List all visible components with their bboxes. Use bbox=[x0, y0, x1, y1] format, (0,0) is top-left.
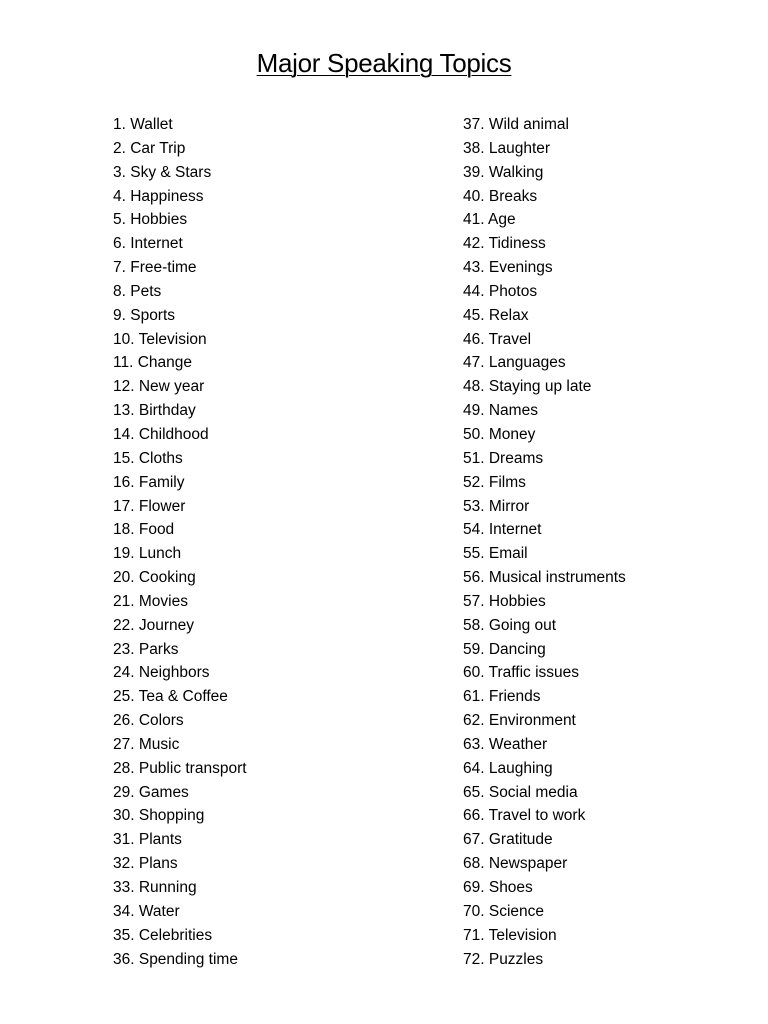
topic-item: 10. Television bbox=[113, 330, 207, 348]
topic-item: 5. Hobbies bbox=[113, 211, 188, 229]
topic-item: 7. Free-time bbox=[113, 259, 197, 277]
topic-item: 33. Running bbox=[113, 879, 197, 896]
topic-item: 8. Pets bbox=[113, 282, 162, 300]
topic-item: 15. Cloths bbox=[113, 449, 183, 467]
topic-item: 70. Science bbox=[463, 902, 544, 920]
topic-item: 64. Laughing bbox=[463, 759, 553, 777]
topic-item: 43. Evenings bbox=[463, 259, 553, 277]
topic-item: 47. Languages bbox=[463, 354, 566, 372]
topic-item: 66. Travel to work bbox=[463, 807, 586, 825]
topic-item: 38. Laughter bbox=[463, 139, 551, 157]
topic-item: 17. Flower bbox=[113, 497, 186, 515]
topic-item: 13. Birthday bbox=[113, 402, 196, 420]
topic-item: 20. Cooking bbox=[113, 569, 196, 587]
topic-item: 65. Social media bbox=[463, 783, 578, 801]
topic-item: 44. Photos bbox=[463, 282, 538, 300]
topic-item: 57. Hobbies bbox=[463, 592, 546, 610]
topic-item: 2. Car Trip bbox=[113, 139, 186, 157]
topic-item: 49. Names bbox=[463, 402, 538, 420]
topic-item: 24. Neighbors bbox=[113, 664, 210, 682]
topic-item: 54. Internet bbox=[463, 521, 542, 539]
topic-item: 12. New year bbox=[113, 378, 205, 396]
topic-item: 39. Walking bbox=[463, 163, 544, 181]
topic-item: 30. Shopping bbox=[113, 807, 205, 825]
topic-item: 61. Friends bbox=[463, 688, 541, 706]
topic-item: 71. Television bbox=[463, 926, 557, 944]
topic-item: 53. Mirror bbox=[463, 497, 530, 515]
topic-item: 72. Puzzles bbox=[463, 950, 544, 968]
topic-item: 25. Tea & Coffee bbox=[113, 688, 228, 706]
topic-item: 6. Internet bbox=[113, 235, 183, 253]
topic-item: 28. Public transport bbox=[113, 759, 247, 777]
topic-item: 55. Email bbox=[463, 545, 528, 563]
topic-item: 3. Sky & Stars bbox=[113, 163, 212, 181]
topic-item: 18. Food bbox=[113, 521, 175, 539]
topic-item: 21. Movies bbox=[113, 592, 188, 610]
topic-item: 50. Money bbox=[463, 425, 536, 443]
topic-item: 68. Newspaper bbox=[463, 855, 568, 873]
topic-item: 9. Sports bbox=[113, 306, 176, 324]
topic-item: 48. Staying up late bbox=[463, 378, 592, 396]
topic-item: 26. Colors bbox=[113, 712, 184, 730]
topic-item: 19. Lunch bbox=[113, 545, 182, 563]
topic-item: 46. Travel bbox=[463, 330, 532, 348]
topic-item: 36. Spending time bbox=[113, 950, 238, 968]
topic-item: 58. Going out bbox=[463, 616, 557, 634]
topic-item: 40. Breaks bbox=[463, 187, 538, 205]
topic-item: 41. Age bbox=[463, 211, 516, 229]
topic-item: 59. Dancing bbox=[463, 640, 546, 658]
topic-item: 67. Gratitude bbox=[463, 831, 553, 849]
topic-item: 69. Shoes bbox=[463, 879, 533, 896]
topic-item: 27. Music bbox=[113, 735, 180, 753]
topic-item: 31. Plants bbox=[113, 831, 182, 849]
topic-item: 56. Musical instruments bbox=[463, 569, 626, 587]
topic-item: 1. Wallet bbox=[113, 116, 173, 133]
topic-item: 63. Weather bbox=[463, 735, 548, 753]
topic-item: 60. Traffic issues bbox=[463, 664, 580, 682]
topic-item: 32. Plans bbox=[113, 855, 178, 873]
topic-item: 52. Films bbox=[463, 473, 526, 491]
topic-item: 29. Games bbox=[113, 783, 189, 801]
topic-item: 14. Childhood bbox=[113, 425, 209, 443]
topic-item: 35. Celebrities bbox=[113, 926, 213, 944]
topic-item: 45. Relax bbox=[463, 306, 529, 324]
topic-item: 34. Water bbox=[113, 902, 180, 920]
topic-list-left bbox=[113, 113, 247, 971]
topic-item: 16. Family bbox=[113, 473, 185, 491]
topic-item: 51. Dreams bbox=[463, 449, 544, 467]
topic-item: 22. Journey bbox=[113, 616, 194, 634]
page-title: Major Speaking Topics bbox=[256, 48, 512, 78]
topic-list-right bbox=[463, 113, 626, 971]
topic-item: 37. Wild animal bbox=[463, 116, 569, 133]
topic-item: 62. Environment bbox=[463, 712, 576, 730]
topic-item: 42. Tidiness bbox=[463, 235, 546, 253]
topic-item: 4. Happiness bbox=[113, 187, 204, 205]
topic-item: 23. Parks bbox=[113, 640, 179, 658]
topic-item: 11. Change bbox=[113, 354, 192, 372]
